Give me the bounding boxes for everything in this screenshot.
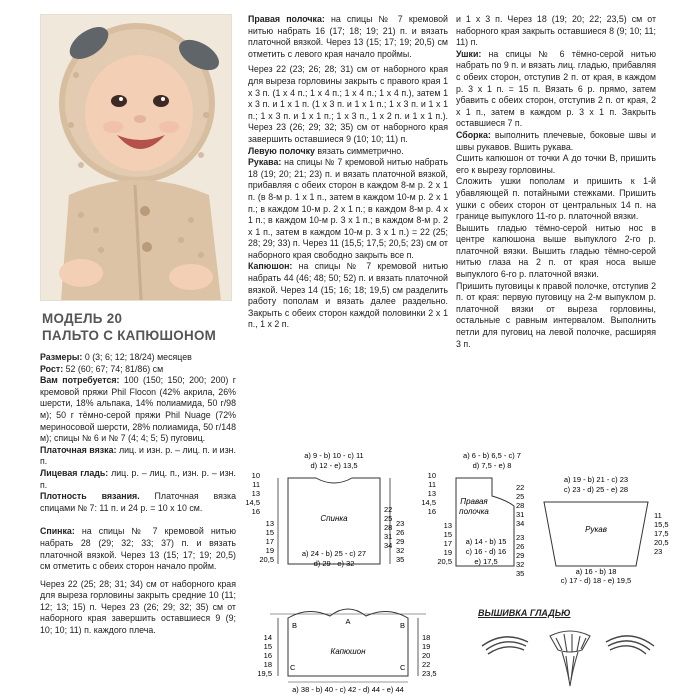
- model-number: МОДЕЛЬ 20: [42, 311, 123, 326]
- gauge: Плотность вязания. Платочная вязка спицами № 7: 11 п. и 24 р. = 10 х 10 см.: [40, 491, 236, 513]
- back-instructions-2: Через 22 (25; 28; 31; 34) см от наборного края для выреза горловины закрыть средние 10 (11; 12; 13; 15) п. Через 23 (26; 29; 32; 35) см от наборного края завершить оставшиеся 9 (9; 10; 10; 11) п. каждого плеча.: [40, 578, 236, 636]
- back-label: Спинка: [320, 514, 348, 523]
- baby-illustration: [41, 15, 231, 300]
- materials: Вам потребуется: 100 (150; 150; 200; 200) г кремовой пряжи Phil Flocon (42% акрила, 26% шерсти, 18% альпака, 14% полиамида, 50 г/98 м); 50 г тёмно-серой пряжи Phil Nuage (72% мериносовой шерсти, 28% полиамида, 50 г/148 м); спицы № 6 и № 7 (4; 4; 5; 5) пуговиц.: [40, 375, 236, 444]
- svg-text:17: 17: [265, 537, 274, 546]
- svg-text:26: 26: [516, 542, 525, 551]
- svg-text:23: 23: [654, 547, 663, 556]
- diagram-right-front: [422, 448, 532, 588]
- back-top-2: d) 12 - e) 13,5: [310, 461, 358, 470]
- sleeve-bottom-2: c) 17 - d) 18 - e) 19,5: [560, 576, 632, 585]
- back-left-1: [245, 471, 260, 516]
- back-instructions: Спинка: на спицы № 7 кремовой нитью набрать 28 (29; 32; 33; 37) п. и вязать платочной вязкой. Через 13 (15; 17; 19; 20,5) см отметить с обеих сторон начало пройм.: [40, 526, 236, 572]
- column-1: [40, 352, 236, 637]
- svg-text:35: 35: [516, 569, 525, 578]
- svg-text:17: 17: [443, 539, 452, 548]
- svg-text:20,5: 20,5: [259, 555, 274, 564]
- assembly-ears: Сложить ушки пополам и пришить к 1-й убавляющей п. потайными стежками. Пришить ушки с обеих сторон от центральных 14 п. на границе выпуклого 11-го р. платочной вязки.: [456, 176, 656, 222]
- right-eye-icon: [606, 636, 654, 654]
- front-left-1: [421, 471, 436, 516]
- back-bottom-2: d) 29 - e) 32: [313, 559, 355, 568]
- svg-text:11: 11: [654, 511, 662, 520]
- front-bottom-3: e) 17,5: [474, 557, 498, 566]
- svg-text:11: 11: [252, 480, 260, 489]
- svg-text:29: 29: [516, 551, 525, 560]
- sleeve-top-2: c) 23 - d) 25 - e) 28: [563, 485, 629, 494]
- hood-point-b-right: B: [400, 621, 406, 630]
- front-bottom-2: c) 16 - d) 16: [465, 547, 507, 556]
- hood-point-c-right: C: [400, 663, 406, 672]
- right-front: Правая полочка: на спицы № 7 кремовой нитью набрать 16 (17; 18; 19; 21) п. и вязать платочной вязкой. Через 13 (15; 17; 19; 20,5) см отметить с левого края начало проймы.: [248, 14, 448, 59]
- svg-text:14: 14: [263, 633, 272, 642]
- svg-text:25: 25: [516, 492, 525, 501]
- front-right-1: [516, 483, 524, 528]
- svg-text:28: 28: [384, 523, 393, 532]
- hood-right: [422, 633, 437, 678]
- column-3: [456, 14, 656, 350]
- back-right-2: [396, 519, 404, 564]
- sleeve-right: [654, 511, 669, 556]
- right-front-2: Через 22 (23; 26; 28; 31) см от наборного края для выреза горловины закрыть с правого края 1 х 3 п. (1 х 4 п.; 1 х 4 п.; 1 х 4 п.; 1 х 4 п.), затем 1 х 3 п. и 1 х 1 п. (1 х 3 п. и 1 х 1 п.; 1 х 3 п. и 1 х 1 п.; 1 х 3 п. и 1 х 1 п.; 1 х 3 п., 1 х 2 п. и 1 х 1 п.). Через 23 (26; 29; 32; 35) см от наборного края завершить оставшиеся 9 (10; 10; 11) п.: [248, 64, 448, 144]
- svg-text:11: 11: [428, 480, 436, 489]
- front-label-2: полочка: [459, 507, 489, 516]
- column-2: [248, 14, 448, 331]
- stockinette: Лицевая гладь: лиц. р. – лиц. п., изн. р. – изн. п.: [40, 467, 236, 490]
- front-left-2: [437, 521, 452, 566]
- svg-text:15,5: 15,5: [654, 520, 669, 529]
- hood-point-c-left: C: [290, 663, 296, 672]
- svg-text:18: 18: [263, 660, 272, 669]
- embroidery-title: ВЫШИВКА ГЛАДЬЮ: [478, 608, 571, 618]
- svg-text:16: 16: [427, 507, 436, 516]
- svg-text:20,5: 20,5: [654, 538, 669, 547]
- garter-stitch: Платочная вязка: лиц. и изн. р. – лиц. п. и изн. п.: [40, 444, 237, 467]
- sleeve-bottom-1: a) 16 - b) 18: [575, 567, 617, 576]
- svg-text:26: 26: [396, 528, 405, 537]
- diagram-sleeve: [536, 474, 686, 584]
- svg-text:22: 22: [422, 660, 431, 669]
- assembly-hood: Сшить капюшон от точки А до точки В, пришить его к вырезу горловины.: [456, 153, 656, 175]
- svg-text:15: 15: [263, 642, 272, 651]
- svg-text:19: 19: [443, 548, 452, 557]
- ears: Ушки: на спицы № 6 тёмно-серой нитью набрать по 9 п. и вязать лиц. гладью, прибавляя с обеих сторон, отступив 2 п. от края, в каждом р. 3 х 1 п. = 15 п. Вязать 6 р. прямо, затем убавить с обеих сторон, отступив 2 п. от края, 2 х 1 п., затем в каждом р. 3 х 1 п. Закрыть оставшиеся 7 п.: [456, 48, 656, 129]
- diagram-back: [245, 448, 418, 578]
- assembly-buttons: Пришить пуговицы к правой полочке, отступив 2 п. от края: первую пуговицу на 2-м выпуклом р. платочной вязки от выреза горловины, остальные с равным интервалом. Выполнить петли для пуговиц на левой полочке, расширяя 3 п.: [456, 280, 656, 349]
- front-top-2: d) 7,5 - e) 8: [472, 461, 512, 470]
- nose-icon: [550, 631, 590, 686]
- svg-text:15: 15: [265, 528, 274, 537]
- assembly-embroidery: Вышить гладью тёмно-серой нитью нос в центре капюшона выше выпуклого 2-го р. платочной вязки. Вышить гладью тёмно-серой нитью глаза на 2 п. от края носа выше выпуклого 6-го р. платочной вязки.: [456, 222, 656, 280]
- svg-text:19: 19: [265, 546, 274, 555]
- svg-text:20: 20: [422, 651, 431, 660]
- svg-text:20,5: 20,5: [437, 557, 452, 566]
- svg-text:23: 23: [516, 533, 525, 542]
- svg-text:10: 10: [427, 471, 436, 480]
- svg-text:16: 16: [263, 651, 272, 660]
- back-right-1: [384, 505, 392, 550]
- svg-text:29: 29: [396, 537, 405, 546]
- sleeves: Рукава: на спицы № 7 кремовой нитью набрать 18 (19; 20; 21; 23) п. и вязать платочной вязкой, прибавляя с обеих сторон в каждом 8-м р. 2 х 1 п. (в 8-м р. 1 х 1 п., затем в каждом 10-м р. 2 х 1 п.; в каждом 10-м р. 2 х 1 п.; в каждом 8-м р. 4 х 1 п.; в каждом 10-м р. 3 х 1 п.; в каждом 8-м р. 2 х 1 п., затем в каждом 10-м р. 3 х 1 п.) = 22 (25; 28; 29; 33) п. Через 11 (15,5; 17,5; 20,5; 23) см от наборного края свободно закрыть все п.: [248, 157, 448, 260]
- hood-bottom: a) 38 - b) 40 - c) 42 - d) 44 - e) 44: [292, 685, 404, 694]
- svg-text:23: 23: [396, 519, 405, 528]
- height: Рост: 52 (60; 67; 74; 81/86) см: [40, 363, 164, 374]
- svg-text:25: 25: [384, 514, 393, 523]
- hood: Капюшон: на спицы № 7 кремовой нитью набрать 44 (46; 48; 50; 52) п. и вязать платочной вязкой. Через 14 (15; 16; 18; 19,5) см разделить работу пополам и вязать далее раздельно. Закрыть с обеих сторон каждой половинки 2 х 1 п., 1 х 2 п.: [248, 261, 448, 330]
- sizes: Размеры: 0 (3; 6; 12; 18/24) месяцев: [40, 352, 192, 362]
- svg-text:35: 35: [396, 555, 405, 564]
- assembly: Сборка: выполнить плечевые, боковые швы и швы рукавов. Вшить рукава.: [456, 129, 656, 152]
- svg-text:16: 16: [251, 507, 260, 516]
- svg-text:28: 28: [516, 501, 525, 510]
- svg-text:19,5: 19,5: [257, 669, 272, 678]
- svg-text:13: 13: [251, 489, 260, 498]
- model-name: ПАЛЬТО С КАПЮШОНОМ: [42, 328, 217, 343]
- left-eye-icon: [482, 637, 528, 654]
- svg-text:13: 13: [265, 519, 274, 528]
- hood-point-a: A: [345, 617, 351, 626]
- sleeve-label: Рукав: [585, 525, 607, 534]
- front-right-2: [516, 533, 524, 578]
- left-front: Левую полочку вязать симметрично.: [248, 145, 404, 156]
- svg-text:13: 13: [443, 521, 452, 530]
- front-label-1: Правая: [460, 497, 488, 506]
- front-top-1: a) 6 - b) 6,5 - c) 7: [463, 451, 521, 460]
- svg-text:19: 19: [422, 642, 431, 651]
- svg-text:13: 13: [427, 489, 436, 498]
- model-title: [42, 310, 242, 344]
- svg-text:32: 32: [396, 546, 405, 555]
- baby-photo: [40, 14, 232, 301]
- back-top-1: а) 9 - b) 10 - c) 11: [304, 451, 364, 460]
- hood-label: Капюшон: [330, 647, 366, 656]
- svg-text:32: 32: [516, 560, 525, 569]
- hood-point-b-left: B: [292, 621, 298, 630]
- svg-text:22: 22: [516, 483, 525, 492]
- svg-text:34: 34: [516, 519, 525, 528]
- hood-continued: и 1 х 3 п. Через 18 (19; 20; 22; 23,5) см от наборного края закрыть оставшиеся 8 (9; 10; 11; 11) п.: [456, 14, 656, 48]
- hood-left: [257, 633, 272, 678]
- back-left-2: [259, 519, 274, 564]
- svg-text:15: 15: [443, 530, 452, 539]
- svg-text:22: 22: [384, 505, 393, 514]
- svg-text:18: 18: [422, 633, 431, 642]
- svg-text:14,5: 14,5: [421, 498, 436, 507]
- svg-text:17,5: 17,5: [654, 529, 669, 538]
- sleeve-top-1: a) 19 - b) 21 - c) 23: [563, 475, 629, 484]
- back-bottom-1: a) 24 - b) 25 - c) 27: [301, 549, 367, 558]
- svg-text:23,5: 23,5: [422, 669, 437, 678]
- svg-text:14,5: 14,5: [245, 498, 260, 507]
- svg-text:34: 34: [384, 541, 393, 550]
- front-bottom-1: a) 14 - b) 15: [465, 537, 507, 546]
- embroidery-illustration: [478, 622, 668, 694]
- svg-text:31: 31: [516, 510, 525, 519]
- svg-text:10: 10: [251, 471, 260, 480]
- diagram-hood: [248, 598, 448, 696]
- svg-text:31: 31: [384, 532, 393, 541]
